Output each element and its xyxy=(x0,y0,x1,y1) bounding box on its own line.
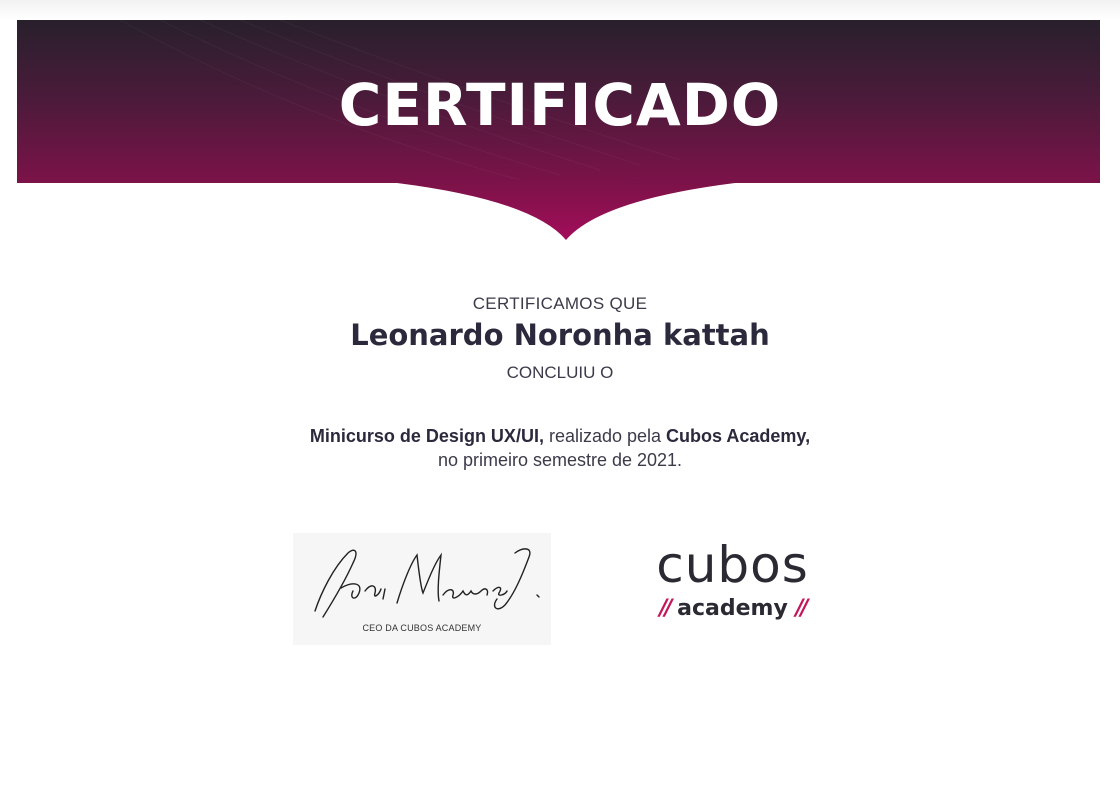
recipient-name: Leonardo Noronha kattah xyxy=(350,318,770,352)
institution-name: Cubos Academy, xyxy=(666,426,811,446)
logo-academy: academy xyxy=(677,596,788,621)
logo-slash-left: // xyxy=(659,596,670,621)
signature-block xyxy=(293,533,551,645)
cubos-academy-logo xyxy=(640,536,825,628)
logo-wordmark: cubos xyxy=(656,536,809,594)
certify-lead: CERTIFICAMOS QUE xyxy=(472,294,648,313)
certificate-title: CERTIFICADO xyxy=(338,71,782,139)
signature-caption: CEO DA CUBOS ACADEMY xyxy=(362,623,482,633)
course-period: no primeiro semestre de 2021. xyxy=(437,450,683,470)
logo-subtitle xyxy=(640,596,825,621)
completed-label: CONCLUIU O xyxy=(506,363,614,382)
course-mid-text: realizado pela xyxy=(543,426,667,446)
course-description xyxy=(0,424,1120,472)
signature-icon xyxy=(293,533,551,623)
course-name: Minicurso de Design UX/UI, xyxy=(309,426,544,446)
logo-slash-right: // xyxy=(795,596,806,621)
